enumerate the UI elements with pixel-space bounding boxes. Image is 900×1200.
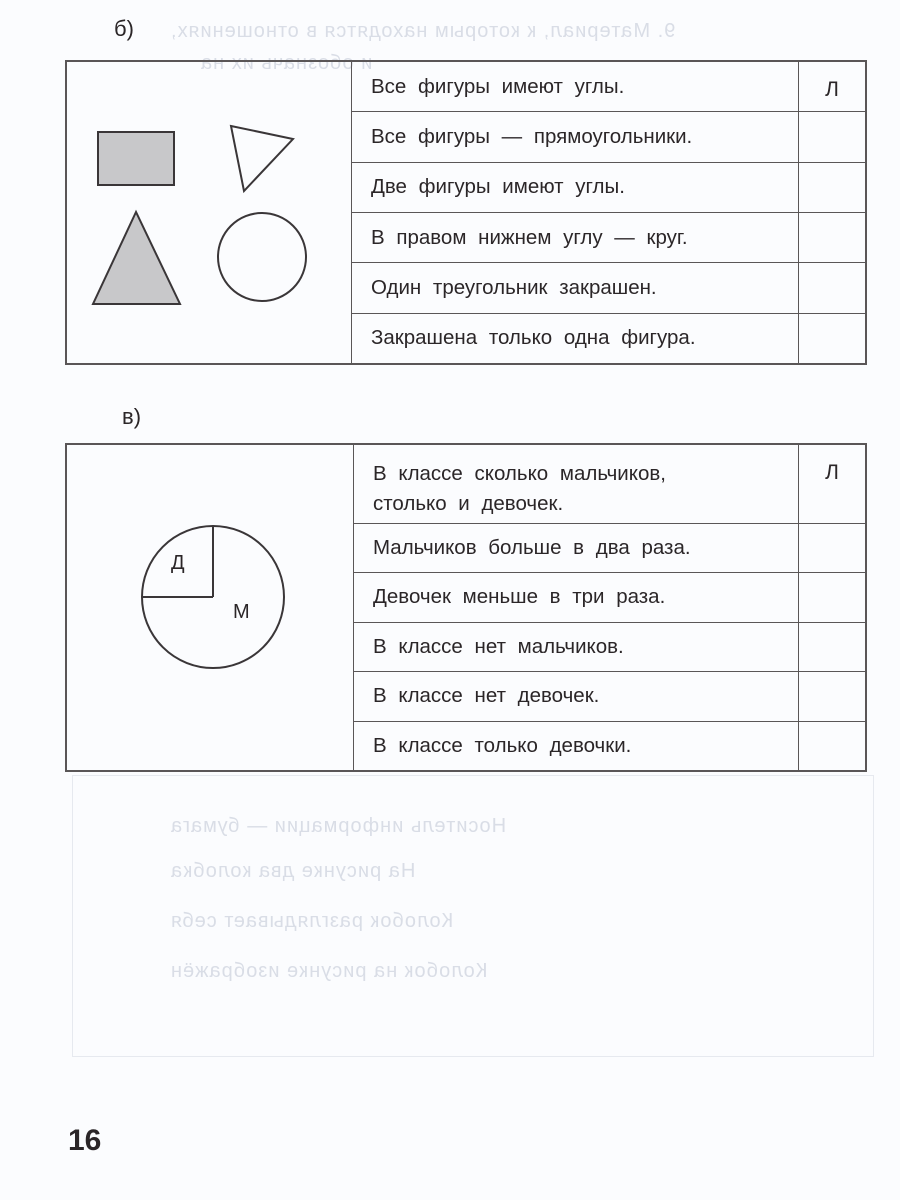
pie-label-girls: Д (171, 552, 185, 574)
bleed-through-box (72, 775, 874, 1057)
statement-row (354, 672, 865, 721)
pie-diagram (67, 445, 354, 774)
bleed-through-text: Носитель информации — бумага (170, 815, 507, 837)
answer-cell[interactable] (799, 263, 865, 312)
answer-cell[interactable] (799, 112, 865, 161)
pie-label-boys: М (233, 601, 250, 623)
bleed-through-text: 9. Материал, к которым находятся в отношениях, (170, 20, 676, 42)
bleed-through-text: Колобок на рисунке изображён (170, 960, 488, 982)
statement-row (352, 263, 865, 313)
statement-row (354, 573, 865, 622)
answer-cell[interactable] (799, 672, 865, 720)
statement-text: Один треугольник закрашен. (352, 263, 799, 312)
bleed-through-text: На рисунке два колобка (170, 860, 416, 882)
statement-text: Все фигуры имеют углы. (352, 62, 799, 111)
shaded-rectangle (98, 132, 174, 185)
statement-row (354, 623, 865, 672)
bleed-through-text: Колобок разглядывает себя (170, 910, 454, 932)
statement-text: Девочек меньше в три раза. (354, 573, 799, 621)
statement-text: Две фигуры имеют углы. (352, 163, 799, 212)
answer-cell[interactable]: Л (825, 461, 839, 484)
answer-cell[interactable] (799, 573, 865, 621)
answer-cell[interactable] (799, 722, 865, 770)
statement-text: Закрашена только одна фигура. (352, 314, 799, 363)
statement-row (352, 62, 865, 112)
figures-panel (67, 62, 352, 363)
outline-circle (218, 213, 306, 301)
section-label-b: б) (114, 16, 134, 41)
statement-text: В классе сколько мальчиков, столько и девочек. (354, 445, 799, 523)
diagram-panel (67, 445, 354, 770)
shaded-triangle (93, 212, 180, 304)
statement-row (354, 524, 865, 573)
statement-text: Мальчиков больше в два раза. (354, 524, 799, 572)
statement-text: Все фигуры — прямоугольники. (352, 112, 799, 161)
statement-row (352, 112, 865, 162)
statement-text: В классе нет девочек. (354, 672, 799, 720)
page-number: 16 (68, 1124, 102, 1157)
figures-drawing (67, 62, 352, 367)
section-label-v: в) (122, 404, 142, 429)
task-table-b (65, 60, 867, 365)
answer-cell[interactable] (799, 524, 865, 572)
task-table-v (65, 443, 867, 772)
statement-row (352, 314, 865, 363)
statement-row (352, 163, 865, 213)
answer-cell[interactable]: Л (825, 78, 839, 101)
statement-row (352, 213, 865, 263)
statement-text: В правом нижнем углу — круг. (352, 213, 799, 262)
statement-text: В классе нет мальчиков. (354, 623, 799, 671)
outline-triangle (231, 126, 293, 191)
answer-cell[interactable] (799, 213, 865, 262)
answer-cell[interactable] (799, 314, 865, 363)
answer-cell[interactable] (799, 163, 865, 212)
bleed-through-text: и обозначь их на (200, 52, 373, 74)
statement-text: В классе только девочки. (354, 722, 799, 770)
statement-row (354, 445, 865, 524)
statement-row (354, 722, 865, 770)
answer-cell[interactable] (799, 623, 865, 671)
